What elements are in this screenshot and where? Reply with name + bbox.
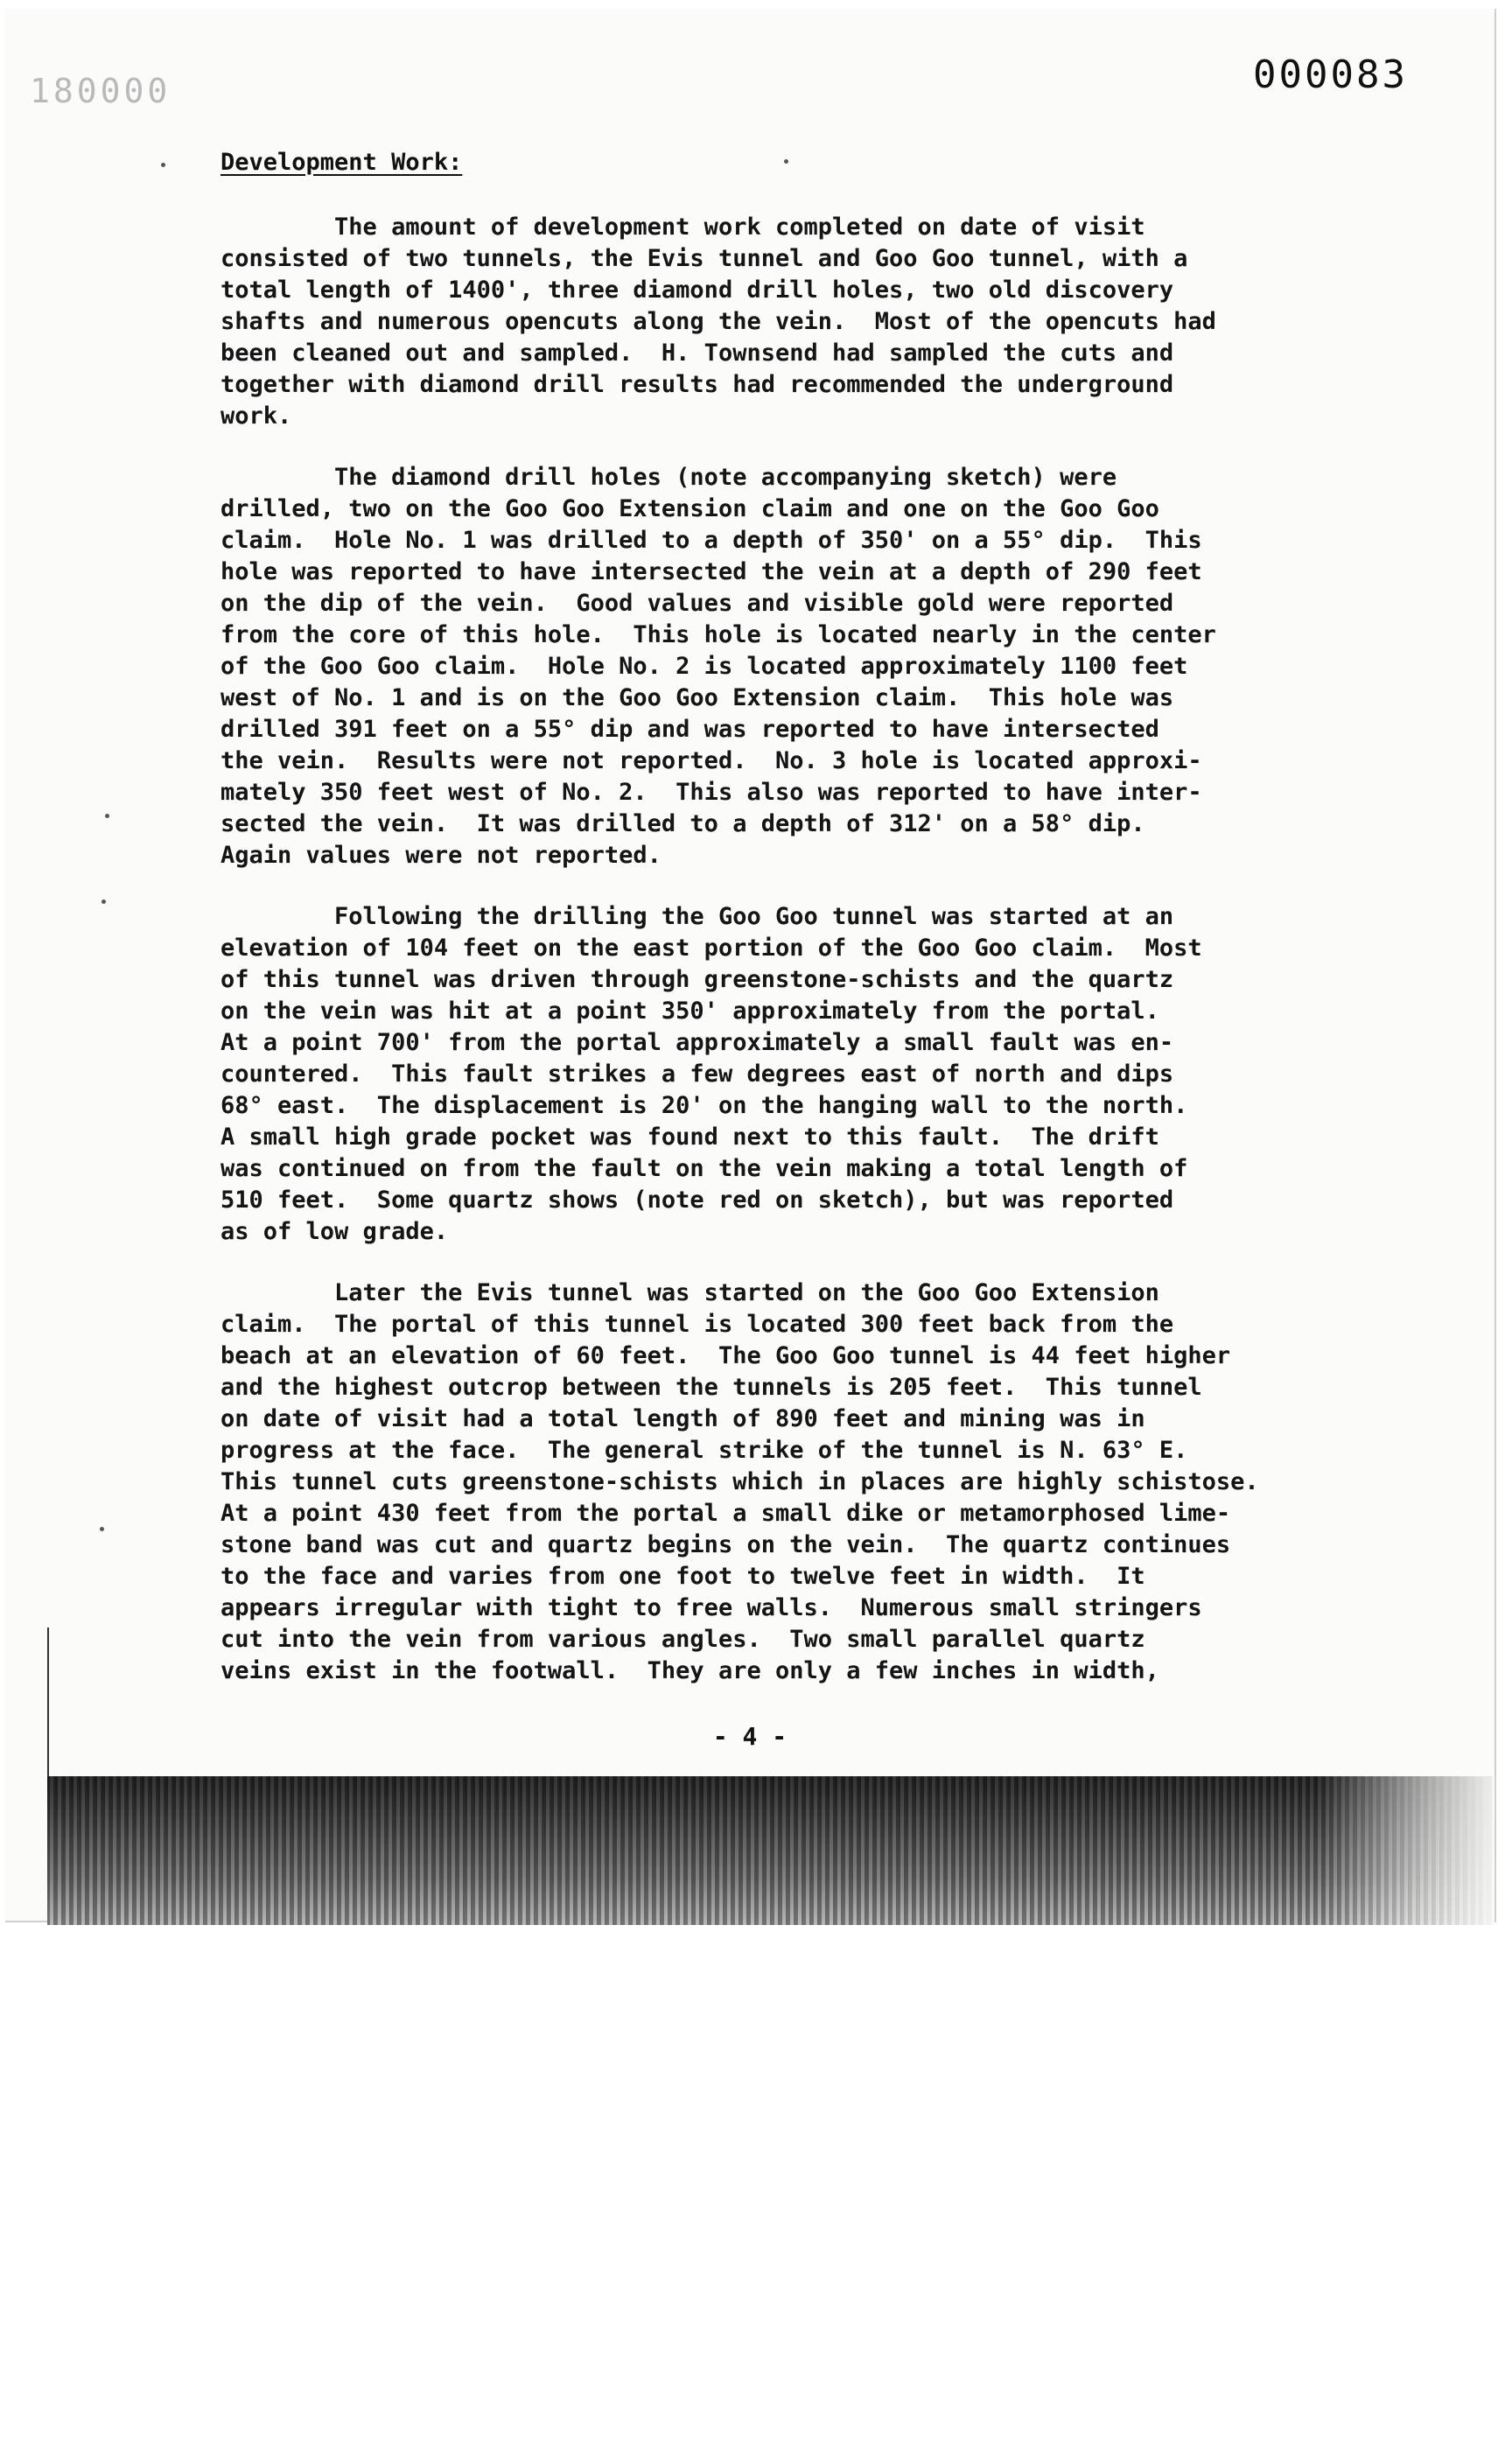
text-line: veins exist in the footwall. They are only a few inches in width,	[220, 1657, 1159, 1684]
text-line: Following the drilling the Goo Goo tunnel was started at an	[220, 903, 1174, 930]
paragraph	[220, 462, 1358, 872]
text-line: drilled, two on the Goo Goo Extension claim and one on the Goo Goo	[220, 495, 1159, 522]
text-line: progress at the face. The general strike of the tunnel is N. 63° E.	[220, 1437, 1188, 1464]
text-line: from the core of this hole. This hole is located nearly in the center	[220, 621, 1216, 648]
text-line: The diamond drill holes (note accompanying sketch) were	[220, 464, 1117, 491]
text-line: west of No. 1 and is on the Goo Goo Extension claim. This hole was	[220, 684, 1174, 711]
text-line: hole was reported to have intersected the vein at a depth of 290 feet	[220, 558, 1202, 585]
document-page	[5, 9, 1496, 1922]
scan-speck	[102, 900, 106, 904]
text-line: countered. This fault strikes a few degrees east of north and dips	[220, 1060, 1174, 1088]
text-line: elevation of 104 feet on the east portion of the Goo Goo claim. Most	[220, 934, 1202, 962]
text-line: total length of 1400', three diamond drill holes, two old discovery	[220, 276, 1174, 304]
paragraph	[220, 212, 1358, 432]
text-line: to the face and varies from one foot to twelve feet in width. It	[220, 1563, 1145, 1590]
text-line: and the highest outcrop between the tunnels is 205 feet. This tunnel	[220, 1374, 1202, 1401]
text-line: The amount of development work completed on date of visit	[220, 214, 1145, 241]
scan-shadow-strip	[47, 1776, 1493, 1925]
text-line: At a point 430 feet from the portal a small dike or metamorphosed lime-	[220, 1500, 1231, 1527]
text-line: was continued on from the fault on the vein making a total length of	[220, 1155, 1188, 1182]
page-id-number: 000083	[1253, 52, 1408, 97]
text-line: Again values were not reported.	[220, 842, 662, 869]
text-line: A small high grade pocket was found next to this fault. The drift	[220, 1124, 1159, 1151]
text-line: Later the Evis tunnel was started on the Goo Goo Extension	[220, 1279, 1159, 1306]
scan-shadow-fade	[1318, 1776, 1494, 1925]
text-line: on date of visit had a total length of 890 feet and mining was in	[220, 1405, 1145, 1432]
text-line: the vein. Results were not reported. No. 3 hole is located approxi-	[220, 747, 1202, 774]
text-line: 510 feet. Some quartz shows (note red on sketch), but was reported	[220, 1186, 1174, 1214]
text-line: of this tunnel was driven through greenstone-schists and the quartz	[220, 966, 1174, 993]
page-footer-number: - 4 -	[712, 1722, 788, 1751]
body-text	[220, 212, 1358, 1717]
text-line: as of low grade.	[220, 1218, 449, 1245]
paragraph	[220, 1278, 1358, 1687]
text-line: together with diamond drill results had recommended the underground	[220, 371, 1174, 398]
paragraph	[220, 901, 1358, 1248]
text-line: work.	[220, 402, 292, 430]
text-line: claim. Hole No. 1 was drilled to a depth of 350' on a 55° dip. This	[220, 527, 1202, 554]
text-line: drilled 391 feet on a 55° dip and was reported to have intersected	[220, 716, 1159, 743]
text-line: shafts and numerous opencuts along the vein. Most of the opencuts had	[220, 308, 1216, 335]
text-line: mately 350 feet west of No. 2. This also was reported to have inter-	[220, 779, 1202, 806]
faded-stamp-number: 180000	[30, 72, 172, 110]
text-line: sected the vein. It was drilled to a depth of 312' on a 58° dip.	[220, 810, 1145, 837]
text-line: cut into the vein from various angles. Two small parallel quartz	[220, 1626, 1145, 1653]
text-line: stone band was cut and quartz begins on the vein. The quartz continues	[220, 1531, 1231, 1558]
text-line: beach at an elevation of 60 feet. The Goo Goo tunnel is 44 feet higher	[220, 1342, 1231, 1369]
text-line: claim. The portal of this tunnel is located 300 feet back from the	[220, 1311, 1174, 1338]
scan-speck	[105, 814, 109, 818]
text-line: consisted of two tunnels, the Evis tunnel and Goo Goo tunnel, with a	[220, 245, 1188, 272]
text-line: appears irregular with tight to free walls. Numerous small stringers	[220, 1594, 1202, 1621]
text-line: of the Goo Goo claim. Hole No. 2 is located approximately 1100 feet	[220, 653, 1188, 680]
text-line: 68° east. The displacement is 20' on the hanging wall to the north.	[220, 1092, 1188, 1119]
text-line: on the vein was hit at a point 350' approximately from the portal.	[220, 998, 1159, 1025]
scan-speck	[161, 163, 165, 167]
text-line: on the dip of the vein. Good values and visible gold were reported	[220, 590, 1174, 617]
text-line: been cleaned out and sampled. H. Townsend had sampled the cuts and	[220, 340, 1174, 367]
scan-speck	[100, 1527, 104, 1531]
section-heading: Development Work:	[220, 149, 463, 176]
text-line: This tunnel cuts greenstone-schists which in places are highly schistose.	[220, 1468, 1259, 1495]
scan-edge-line	[47, 1628, 49, 1785]
text-line: At a point 700' from the portal approximately a small fault was en-	[220, 1029, 1174, 1056]
scan-speck	[784, 159, 788, 164]
